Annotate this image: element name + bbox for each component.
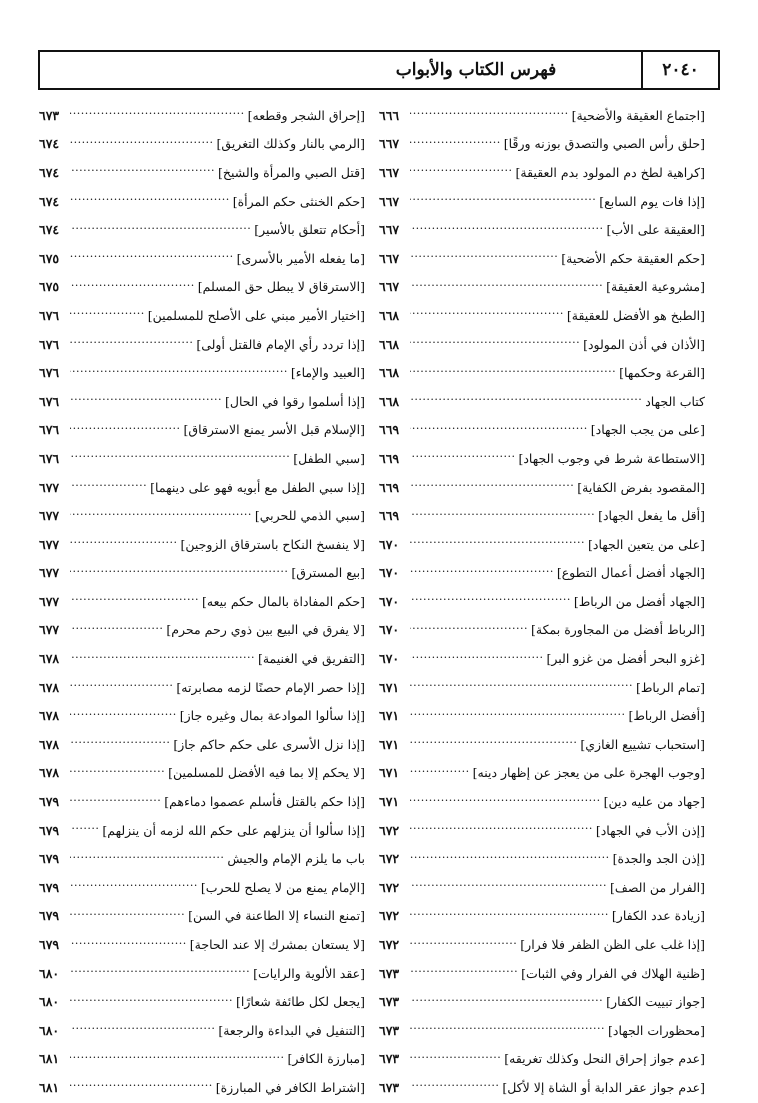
entry-page-number: ٦٧٠	[379, 651, 400, 667]
dot-leader	[410, 566, 554, 580]
index-entry	[379, 244, 705, 273]
entry-page-number: ٦٧٨	[39, 708, 60, 724]
entry-title: [عدم جواز عقر الدابة أو الشاة إلا لأكل]	[502, 1079, 705, 1095]
index-entry	[39, 1073, 365, 1102]
dot-leader	[410, 623, 528, 637]
entry-page-number: ٦٧٥	[39, 279, 60, 295]
entry-page-number: ٦٦٨	[379, 365, 400, 381]
entry-page-number: ٦٧٨	[39, 679, 60, 695]
entry-page-number: ٦٧٢	[379, 908, 400, 924]
index-entry	[39, 387, 365, 416]
dot-leader	[70, 537, 177, 551]
index-entry	[39, 902, 365, 931]
index-entry	[379, 1045, 705, 1074]
dot-leader	[70, 995, 233, 1009]
index-entry	[379, 187, 705, 216]
index-column-right	[379, 101, 705, 1102]
dot-leader	[410, 223, 603, 237]
index-entry	[379, 559, 705, 588]
entry-title: [حكم المفاداة بالمال حكم بيعه]	[202, 593, 365, 609]
entry-page-number: ٦٦٩	[379, 422, 400, 438]
index-entry	[379, 959, 705, 988]
dot-leader	[410, 880, 607, 894]
entry-page-number: ٦٧٧	[39, 536, 60, 552]
index-entry	[379, 330, 705, 359]
index-entry	[379, 501, 705, 530]
entry-page-number: ٦٧٠	[379, 593, 400, 609]
index-entry	[39, 844, 365, 873]
entry-title: [حكم العقيقة حكم الأضحية]	[561, 250, 705, 266]
index-entry	[39, 759, 365, 788]
entry-title: [على من يجب الجهاد]	[590, 422, 705, 438]
dot-leader	[410, 680, 633, 694]
entry-title: [إحراق الشجر وقطعه]	[247, 107, 365, 123]
index-entry	[39, 616, 365, 645]
entry-page-number: ٦٨١	[39, 1079, 60, 1095]
dot-leader	[70, 1023, 215, 1037]
entry-title: [الفرار من الصف]	[610, 879, 705, 895]
entry-page-number: ٦٧٣	[379, 994, 400, 1010]
entry-page-number: ٦٧٢	[379, 879, 400, 895]
index-entry	[379, 158, 705, 187]
entry-page-number: ٦٦٨	[379, 307, 400, 323]
entry-page-number: ٦٧٨	[39, 651, 60, 667]
dot-leader	[70, 652, 255, 666]
dot-leader	[410, 795, 601, 809]
index-entry	[39, 130, 365, 159]
entry-page-number: ٦٧٧	[39, 622, 60, 638]
entry-title: [سبي الطفل]	[293, 450, 365, 466]
index-entry	[39, 559, 365, 588]
index-entry	[39, 330, 365, 359]
index-entry	[39, 587, 365, 616]
entry-page-number: ٦٧٦	[39, 336, 60, 352]
entry-page-number: ٦٧١	[379, 765, 400, 781]
entry-page-number: ٦٧٣	[379, 1079, 400, 1095]
entry-page-number: ٦٨٠	[39, 994, 60, 1010]
index-entry	[379, 816, 705, 845]
index-entry	[39, 244, 365, 273]
entry-page-number: ٦٧١	[379, 708, 400, 724]
index-entry	[379, 444, 705, 473]
index-column-left	[39, 101, 365, 1102]
page-header	[38, 50, 720, 90]
entry-title: [الرمي بالنار وكذلك التغريق]	[216, 136, 365, 152]
dot-leader	[70, 966, 250, 980]
entry-page-number: ٦٧٥	[39, 250, 60, 266]
index-entry	[379, 273, 705, 302]
index-entry	[379, 101, 705, 130]
entry-title: [تمام الرباط]	[635, 679, 705, 695]
dot-leader	[410, 737, 577, 751]
dot-leader	[70, 566, 288, 580]
entry-title: [التنفيل في البداءة والرجعة]	[218, 1022, 365, 1038]
dot-leader	[70, 394, 222, 408]
index-entry	[39, 673, 365, 702]
entry-title: [الجهاد أفضل من الرباط]	[573, 593, 705, 609]
entry-title: [إذا سألوا أن ينزلهم على حكم الله لزمه أن ينزلهم]	[102, 822, 365, 838]
index-entry	[379, 1073, 705, 1102]
entry-page-number: ٦٦٩	[379, 479, 400, 495]
entry-title: [الإسلام قبل الأسر يمنع الاسترقاق]	[183, 422, 365, 438]
entry-page-number: ٦٧٨	[39, 765, 60, 781]
dot-leader	[70, 137, 214, 151]
dot-leader	[70, 165, 215, 179]
entry-page-number: ٦٧٦	[39, 450, 60, 466]
dot-leader	[410, 423, 588, 437]
dot-leader	[70, 308, 145, 322]
index-entry	[379, 387, 705, 416]
index-entry	[379, 473, 705, 502]
dot-leader	[410, 194, 596, 208]
index-entry	[39, 187, 365, 216]
entry-page-number: ٦٦٧	[379, 279, 400, 295]
entry-page-number: ٦٦٧	[379, 250, 400, 266]
index-entry	[379, 130, 705, 159]
entry-page-number: ٦٧٣	[379, 1022, 400, 1038]
entry-page-number: ٦٨٠	[39, 965, 60, 981]
dot-leader	[410, 165, 513, 179]
dot-leader	[70, 451, 290, 465]
entry-title: [مشروعية العقيقة]	[606, 279, 705, 295]
dot-leader	[410, 1052, 501, 1066]
entry-page-number: ٦٧٢	[379, 851, 400, 867]
entry-page-number: ٦٧٣	[379, 1051, 400, 1067]
entry-title: [قتل الصبي والمرأة والشيخ]	[218, 164, 365, 180]
entry-page-number: ٦٧١	[379, 736, 400, 752]
entry-page-number: ٦٧٩	[39, 879, 60, 895]
entry-page-number: ٦٧٢	[379, 937, 400, 953]
index-entry	[39, 444, 365, 473]
index-entry	[379, 644, 705, 673]
index-entry	[379, 844, 705, 873]
page-title: فهرس الكتاب والأبواب	[395, 60, 557, 80]
index-entry	[39, 1045, 365, 1074]
entry-title: [القرعة وحكمها]	[619, 365, 705, 381]
entry-title: [إذا فات يوم السابع]	[599, 193, 705, 209]
dot-leader	[70, 737, 170, 751]
dot-leader	[70, 1080, 213, 1094]
entry-page-number: ٦٧٧	[39, 593, 60, 609]
entry-title: [التفريق في الغنيمة]	[257, 651, 365, 667]
index-entry	[39, 701, 365, 730]
entry-title: [إذا سألوا الموادعة بمال وغيره جاز]	[179, 708, 365, 724]
index-entry	[39, 987, 365, 1016]
entry-page-number: ٦٧١	[379, 679, 400, 695]
index-entry	[379, 215, 705, 244]
entry-title: [إذا سبي الطفل مع أبويه فهو على دينهما]	[150, 479, 365, 495]
entry-title: [محظورات الجهاد]	[608, 1022, 705, 1038]
entry-title: [حكم الخنثى حكم المرأة]	[232, 193, 365, 209]
entry-page-number: ٦٧٨	[39, 736, 60, 752]
dot-leader	[70, 680, 173, 694]
entry-page-number: ٦٧٩	[39, 937, 60, 953]
entry-title: [اختيار الأمير مبني على الأصلح للمسلمين]	[147, 307, 365, 323]
index-entry	[39, 644, 365, 673]
dot-leader	[70, 366, 288, 380]
entry-title: [إذا حكم بالقتل فأسلم عصموا دماءهم]	[164, 794, 365, 810]
dot-leader	[410, 709, 625, 723]
dot-leader	[70, 337, 193, 351]
dot-leader	[410, 337, 580, 351]
index-entry	[379, 1016, 705, 1045]
index-entry	[379, 787, 705, 816]
entry-page-number: ٦٧٠	[379, 536, 400, 552]
entry-title: [أحكام تتعلق بالأسير]	[254, 222, 365, 238]
entry-page-number: ٦٧٧	[39, 479, 60, 495]
entry-title: [الجهاد أفضل أعمال التطوع]	[556, 565, 705, 581]
dot-leader	[410, 308, 564, 322]
entry-title: [لا يستعان بمشرك إلا عند الحاجة]	[189, 937, 365, 953]
index-entry	[379, 730, 705, 759]
dot-leader	[70, 938, 187, 952]
entry-page-number: ٦٧٦	[39, 307, 60, 323]
page-number: ٢٠٤٠	[641, 52, 718, 88]
dot-leader	[410, 966, 518, 980]
entry-page-number: ٦٧٣	[379, 965, 400, 981]
entry-title: [لا يفرق في البيع بين ذوي رحم محرم]	[166, 622, 365, 638]
entry-page-number: ٦٧٩	[39, 851, 60, 867]
index-entry	[39, 101, 365, 130]
entry-page-number: ٦٧٤	[39, 193, 60, 209]
index-entry	[379, 358, 705, 387]
index-entry	[379, 759, 705, 788]
dot-leader	[410, 137, 501, 151]
entry-page-number: ٦٧٠	[379, 565, 400, 581]
entry-title: [العقيقة على الأب]	[606, 222, 705, 238]
entry-title: [إذا تردد رأي الإمام فالقتل أولى]	[196, 336, 365, 352]
index-entry	[39, 215, 365, 244]
index-entry	[39, 959, 365, 988]
dot-leader	[410, 480, 574, 494]
entry-title: [وجوب الهجرة على من يعجز عن إظهار دينه]	[472, 765, 705, 781]
entry-title: [المقصود بفرض الكفاية]	[577, 479, 705, 495]
dot-leader	[70, 108, 245, 122]
entry-title: [عدم جواز إحراق النحل وكذلك تغريقه]	[504, 1051, 705, 1067]
entry-title: [إذا أسلموا رقوا في الحال]	[225, 393, 365, 409]
entry-page-number: ٦٧٩	[39, 908, 60, 924]
dot-leader	[410, 909, 609, 923]
index-entry	[379, 902, 705, 931]
entry-title: [لا ينفسخ النكاح باسترقاق الزوجين]	[180, 536, 365, 552]
entry-title: [إذا حصر الإمام حصنًا لزمه مصابرته]	[176, 679, 365, 695]
index-entry	[39, 530, 365, 559]
entry-title: [حلق رأس الصبي والتصدق بوزنه ورقًا]	[503, 136, 705, 152]
entry-title: [جهاد من عليه دين]	[603, 794, 705, 810]
entry-page-number: ٦٧٦	[39, 365, 60, 381]
dot-leader	[70, 480, 147, 494]
index-entry	[379, 530, 705, 559]
entry-title: [الطبخ هو الأفضل للعقيقة]	[566, 307, 705, 323]
dot-leader	[410, 509, 595, 523]
index-entry	[379, 673, 705, 702]
entry-page-number: ٦٧٤	[39, 164, 60, 180]
entry-page-number: ٦٦٩	[379, 450, 400, 466]
entry-page-number: ٦٧٦	[39, 393, 60, 409]
entry-title: [أفضل الرباط]	[628, 708, 705, 724]
dot-leader	[70, 280, 195, 294]
entry-title: [أقل ما يفعل الجهاد]	[598, 508, 705, 524]
entry-title: [غزو البحر أفضل من غزو البر]	[546, 651, 705, 667]
entry-page-number: ٦٧١	[379, 794, 400, 810]
index-entry	[39, 416, 365, 445]
entry-title: [تمنع النساء إلا الطاعنة في السن]	[188, 908, 365, 924]
entry-title: [زيادة عدد الكفار]	[611, 908, 705, 924]
dot-leader	[70, 709, 177, 723]
dot-leader	[70, 823, 99, 837]
entry-page-number: ٦٨١	[39, 1051, 60, 1067]
dot-leader	[70, 880, 198, 894]
index-entry	[379, 930, 705, 959]
entry-page-number: ٦٦٨	[379, 393, 400, 409]
entry-title: [ما يفعله الأمير بالأسرى]	[236, 250, 365, 266]
entry-title: كتاب الجهاد	[645, 393, 705, 409]
entry-title: [إذا نزل الأسرى على حكم حاكم جاز]	[173, 736, 365, 752]
index-entry	[39, 473, 365, 502]
entry-title: [كراهية لطخ دم المولود بدم العقيقة]	[515, 164, 705, 180]
entry-title: [مبارزة الكافر]	[287, 1051, 365, 1067]
entry-page-number: ٦٧٤	[39, 136, 60, 152]
entry-title: [إذا غلب على الظن الظفر فلا فرار]	[520, 937, 705, 953]
entry-title: [ظنية الهلاك في الفرار وفي الثبات]	[521, 965, 705, 981]
entry-page-number: ٦٧٧	[39, 508, 60, 524]
index-entry	[379, 587, 705, 616]
dot-leader	[410, 1023, 605, 1037]
entry-page-number: ٦٦٩	[379, 508, 400, 524]
dot-leader	[410, 251, 558, 265]
entry-title: [سبي الذمي للحربي]	[254, 508, 365, 524]
entry-page-number: ٦٧٩	[39, 822, 60, 838]
entry-page-number: ٦٧٣	[39, 107, 60, 123]
index-entry	[379, 616, 705, 645]
entry-page-number: ٦٦٦	[379, 107, 400, 123]
entry-title: [بيع المسترق]	[291, 565, 365, 581]
dot-leader	[410, 766, 470, 780]
entry-title: [الرباط أفضل من المجاورة بمكة]	[531, 622, 705, 638]
entry-page-number: ٦٧٤	[39, 222, 60, 238]
index-entry	[39, 930, 365, 959]
dot-leader	[70, 852, 224, 866]
entry-title: [لا يحكم إلا بما فيه الأفضل للمسلمين]	[168, 765, 365, 781]
index-entry	[39, 273, 365, 302]
index-entry	[39, 1016, 365, 1045]
index-entry	[39, 158, 365, 187]
index-entry	[379, 416, 705, 445]
dot-leader	[410, 995, 603, 1009]
entry-page-number: ٦٦٧	[379, 164, 400, 180]
dot-leader	[70, 223, 251, 237]
entry-title: [جواز تبييت الكفار]	[606, 994, 705, 1010]
entry-title: [استحباب تشييع الغازي]	[580, 736, 705, 752]
entry-page-number: ٦٧٢	[379, 822, 400, 838]
entry-page-number: ٦٦٧	[379, 193, 400, 209]
dot-leader	[410, 852, 610, 866]
dot-leader	[410, 938, 517, 952]
index-entry	[39, 501, 365, 530]
dot-leader	[70, 509, 252, 523]
dot-leader	[410, 108, 569, 122]
dot-leader	[410, 451, 515, 465]
dot-leader	[410, 594, 571, 608]
entry-title: [الاستطاعة شرط في وجوب الجهاد]	[518, 450, 705, 466]
entry-page-number: ٦٦٧	[379, 222, 400, 238]
index-entry	[39, 358, 365, 387]
index-entry	[39, 787, 365, 816]
entry-title: [على من يتعين الجهاد]	[588, 536, 705, 552]
entry-page-number: ٦٧٩	[39, 794, 60, 810]
entry-title: [الأذان في أذن المولود]	[583, 336, 705, 352]
index-entry	[379, 987, 705, 1016]
entry-title: [اجتماع العقيقة والأضحية]	[571, 107, 705, 123]
entry-title: [إذن الأب في الجهاد]	[595, 822, 705, 838]
dot-leader	[410, 366, 616, 380]
index-entry	[39, 730, 365, 759]
dot-leader	[70, 594, 199, 608]
dot-leader	[70, 623, 163, 637]
dot-leader	[410, 280, 603, 294]
dot-leader	[70, 766, 165, 780]
index-entry	[39, 873, 365, 902]
dot-leader	[70, 423, 181, 437]
entry-page-number: ٦٧٧	[39, 565, 60, 581]
index-entry	[379, 701, 705, 730]
entry-page-number: ٦٨٠	[39, 1022, 60, 1038]
dot-leader	[410, 537, 585, 551]
entry-title: [الإمام يمنع من لا يصلح للحرب]	[200, 879, 365, 895]
entry-title: [يجعل لكل طائفة شعارًا]	[236, 994, 365, 1010]
dot-leader	[410, 1080, 499, 1094]
dot-leader	[70, 194, 230, 208]
entry-page-number: ٦٦٧	[379, 136, 400, 152]
index-entry	[39, 816, 365, 845]
dot-leader	[410, 394, 642, 408]
index-entry	[379, 873, 705, 902]
dot-leader	[410, 823, 593, 837]
entry-title: باب ما يلزم الإمام والجيش	[227, 851, 365, 867]
entry-title: [عقد الألوية والرايات]	[253, 965, 365, 981]
entry-page-number: ٦٦٨	[379, 336, 400, 352]
dot-leader	[410, 652, 544, 666]
entry-title: [العبيد والإماء]	[290, 365, 365, 381]
dot-leader	[70, 1052, 285, 1066]
entry-page-number: ٦٧٦	[39, 422, 60, 438]
entry-title: [إذن الجد والجدة]	[612, 851, 705, 867]
index-entry	[379, 301, 705, 330]
index-entry	[39, 301, 365, 330]
dot-leader	[70, 795, 161, 809]
dot-leader	[70, 251, 234, 265]
entry-title: [الاسترقاق لا يبطل حق المسلم]	[197, 279, 365, 295]
entry-page-number: ٦٧٠	[379, 622, 400, 638]
dot-leader	[70, 909, 185, 923]
entry-title: [اشتراط الكافر في المبارزة]	[215, 1079, 365, 1095]
